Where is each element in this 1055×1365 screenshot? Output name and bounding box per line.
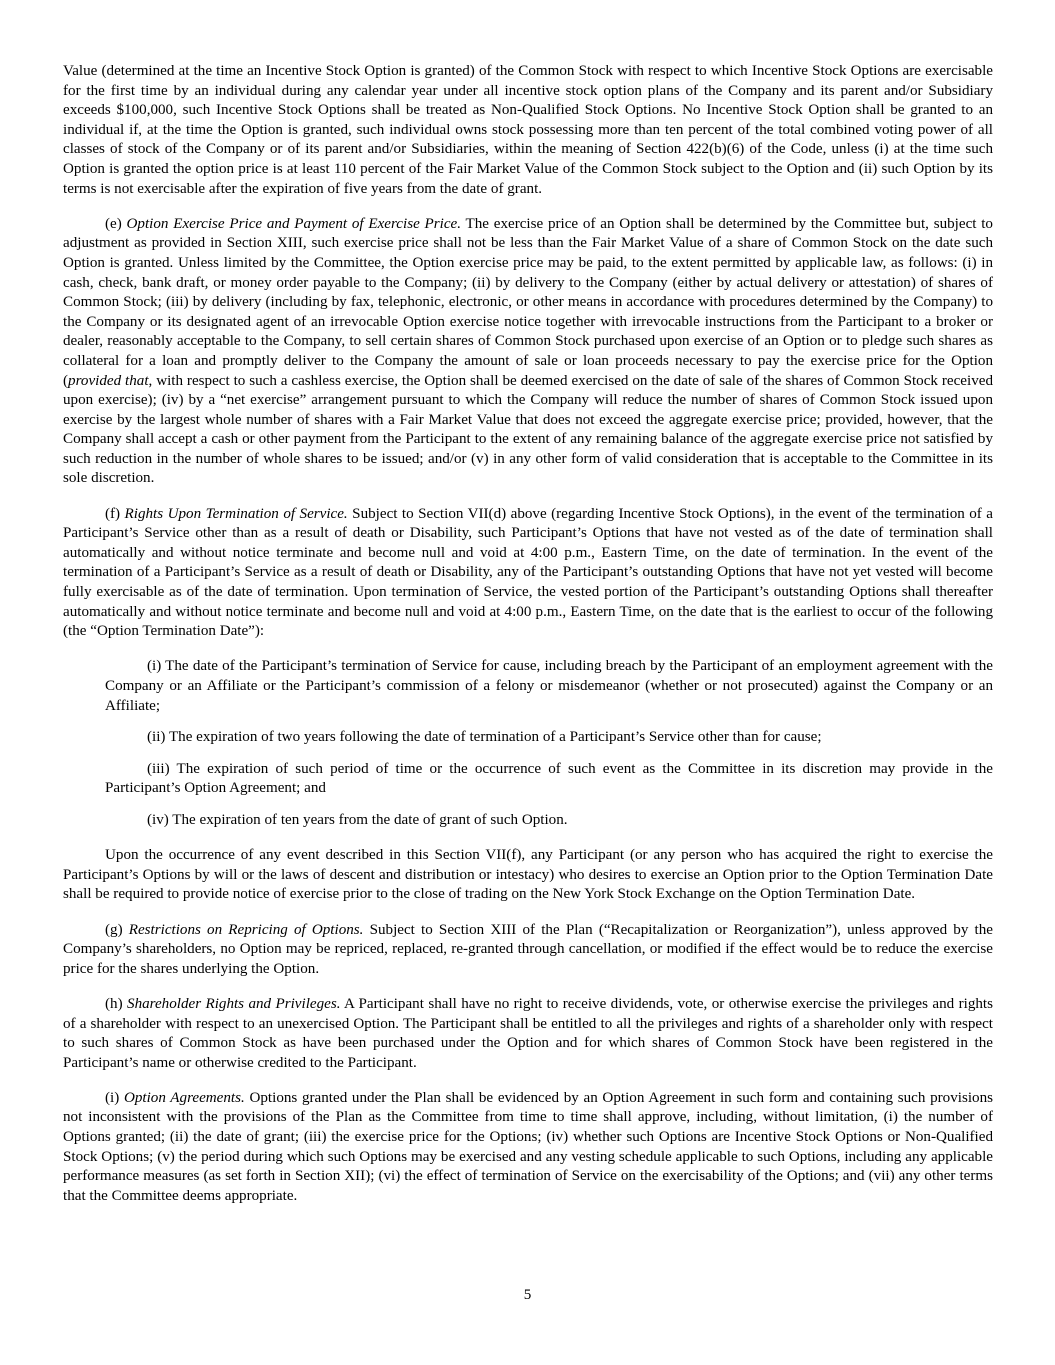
section-i-paragraph <box>63 1089 993 1207</box>
section-h-heading: Shareholder Rights and Privileges. <box>127 995 341 1012</box>
section-e-paragraph <box>63 215 993 489</box>
section-e-heading: Option Exercise Price and Payment of Exercise Price. <box>126 215 462 232</box>
section-f-heading: Rights Upon Termination of Service. <box>124 505 348 522</box>
section-i-heading: Option Agreements. <box>123 1089 245 1106</box>
section-h-paragraph <box>63 995 993 1073</box>
document-page <box>63 62 993 1222</box>
section-f-item-iv: (iv) The expiration of ten years from the date of grant of such Option. <box>147 811 568 828</box>
section-e-italic-provided-that: provided that <box>68 372 149 389</box>
section-e-body-1: The exercise price of an Option shall be determined by the Committee but, subject to adjustment as provided in Section XIII, such exercise price shall not be less than the Fair Market Value of a share of Common Stock on the date such Option is granted. Unless limited by the Committee, the Option exercise price may be paid, to the extent permitted by applicable law, as follows: (i) in cash, check, bank draft, or money order payable to the Company; (ii) by delivery to the Company (either by actual delivery or attestation) of shares of Common Stock; (iii) by delivery (including by fax, telephonic, electronic, or other means in accordance with procedures determined by the Company) to the Company or its designated agent of an irrevocable Option exercise notice together with irrevocable instructions from the Participant to a broker or dealer, reasonably acceptable to the Company, to sell certain shares of Common Stock purchased upon exercise of an Option or to pledge such shares as collateral for a loan and promptly deliver to the Company the amount of sale or loan proceeds necessary to pay the exercise price for the Option ( <box>63 215 993 389</box>
section-f-closing-paragraph: Upon the occurrence of any event described in this Section VII(f), any Participant (or any person who has acquired the right to exercise the Participant’s Options by will or the laws of descent and distribution or intestacy) who desires to exercise an Option prior to the Option Termination Date shall be required to provide notice of exercise prior to the close of trading on the New York Stock Exchange on the Option Termination Date. <box>63 847 993 903</box>
paragraph-continuation: Value (determined at the time an Incentive Stock Option is granted) of the Common Stock with respect to which Incentive Stock Options are exercisable for the first time by an individual during any calendar year under all incentive stock option plans of the Company and its parent and/or Subsidiary exceeds $100,000, such Incentive Stock Options shall be treated as Non-Qualified Stock Options. No Incentive Stock Option shall be granted to an individual if, at the time the Option is granted, such individual owns stock possessing more than ten percent of the total combined voting power of all classes of stock of the Company or of its parent and/or Subsidiaries, within the meaning of Section 422(b)(6) of the Code, unless (i) at the time such Option is granted the option price is at least 110 percent of the Fair Market Value of the Common Stock subject to the Option and (ii) such Option by its terms is not exercisable after the expiration of five years from the date of grant. <box>63 63 993 197</box>
section-f-item-iii: (iii) The expiration of such period of time or the occurrence of such event as the Committee in its discretion may provide in the Participant’s Option Agreement; and <box>105 760 993 797</box>
section-i-body: Options granted under the Plan shall be evidenced by an Option Agreement in such form and containing such provisions not inconsistent with the provisions of the Plan as the Committee from time to time shall approve, including, without limitation, (i) the number of Options granted; (ii) the date of grant; (iii) the exercise price for the Options; (iv) whether such Options are Incentive Stock Options or Non-Qualified Stock Options; (v) the period during which such Options may be exercised and any vesting schedule applicable to such Options, including any applicable performance measures (as set forth in Section XII); (vi) the effect of termination of Service on the exercisability of the Options; and (vii) any other terms that the Committee deems appropriate. <box>63 1089 993 1204</box>
section-h-prefix: (h) <box>105 995 128 1012</box>
section-h-body: A Participant shall have no right to receive dividends, vote, or otherwise exercise the privileges and rights of a shareholder with respect to an unexercised Option. The Participant shall be entitled to all the privileges and rights of a shareholder only with respect to such shares of Common Stock as have been purchased under the Option and for which shares of Common Stock have been registered in the Participant’s name or otherwise credited to the Participant. <box>63 995 993 1071</box>
section-i-prefix: (i) <box>105 1089 124 1106</box>
section-g-paragraph <box>63 921 993 980</box>
section-g-heading: Restrictions on Repricing of Options. <box>128 921 364 938</box>
section-f-item-ii: (ii) The expiration of two years following the date of termination of a Participant’s Service other than for cause; <box>147 729 822 746</box>
section-g-body: Subject to Section XIII of the Plan (“Recapitalization or Reorganization”), unless approved by the Company’s shareholders, no Option may be repriced, replaced, re-granted through cancellation, or modified if the effect would be to reduce the exercise price for the shares underlying the Option. <box>63 921 993 977</box>
page-number: 5 <box>523 1287 532 1303</box>
section-f-body: Subject to Section VII(d) above (regarding Incentive Stock Options), in the event of the termination of a Participant’s Service other than as a result of death or Disability, such Participant’s Options that have not vested as of the date of termination shall automatically and without notice terminate and become null and void at 4:00 p.m., Eastern Time, on the date of termination. In the event of the termination of a Participant’s Service as a result of death or Disability, any of the Participant’s outstanding Options that have not yet vested will become fully exercisable as of the date of termination. Upon termination of Service, the vested portion of the Participant’s outstanding Options shall thereafter automatically and without notice terminate and become null and void at 4:00 p.m., Eastern Time, on the date that is the earliest to occur of the following (the “Option Termination Date”): <box>63 505 993 640</box>
section-f-item-i: (i) The date of the Participant’s termination of Service for cause, including breach by the Participant of an employment agreement with the Company or an Affiliate or the Participant’s commission of a felony or misdemeanor (whether or not prosecuted) against the Company or an Affiliate; <box>105 658 993 714</box>
section-e-prefix: (e) <box>105 215 127 232</box>
section-f-prefix: (f) <box>105 505 125 522</box>
section-f-paragraph <box>63 505 993 642</box>
section-g-prefix: (g) <box>105 921 129 938</box>
section-e-body-2: , with respect to such a cashless exercise, the Option shall be deemed exercised on the date of sale of the shares of Common Stock received upon exercise); (iv) by a “net exercise” arrangement pursuant to which the Company will reduce the number of shares of Common Stock issued upon exercise by the largest whole number of shares with a Fair Market Value that does not exceed the aggregate exercise price; provided, however, that the Company shall accept a cash or other payment from the Participant to the extent of any remaining balance of the aggregate exercise price not satisfied by such reduction in the number of whole shares to be issued; and/or (v) in any other form of valid consideration that is acceptable to the Committee in its sole discretion. <box>63 372 993 487</box>
